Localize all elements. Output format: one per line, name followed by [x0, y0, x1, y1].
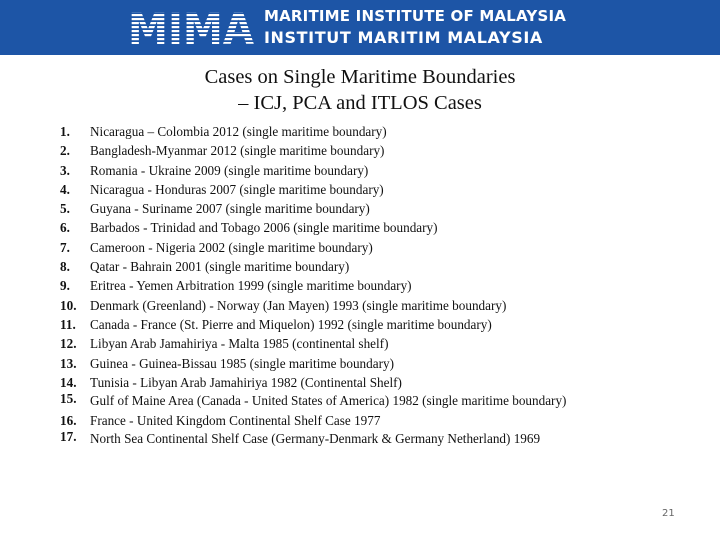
- mima-logo: [128, 6, 254, 48]
- slide-title: [0, 64, 720, 116]
- item-text: Guinea - Guinea-Bissau 1985 (single maritime boundary): [90, 355, 394, 371]
- title-line-2: – ICJ, PCA and ITLOS Cases: [238, 92, 482, 114]
- item-text: Bangladesh-Myanmar 2012 (single maritime boundary): [90, 143, 385, 159]
- item-number: 1.: [60, 124, 70, 139]
- item-number: 13.: [60, 355, 77, 371]
- item-text: North Sea Continental Shelf Case (Germany-Denmark & Germany Netherland) 1969: [90, 431, 541, 447]
- list-item: [58, 122, 658, 141]
- list-item: [58, 392, 658, 411]
- page-number: 21: [662, 508, 675, 519]
- item-number: 2.: [60, 143, 70, 159]
- item-number: 3.: [60, 162, 70, 178]
- item-number: 12.: [60, 336, 77, 352]
- item-number: 8.: [60, 259, 70, 275]
- title-line-1: Cases on Single Maritime Boundaries: [204, 66, 516, 88]
- item-number: 15.: [60, 391, 77, 407]
- item-text: Guyana - Suriname 2007 (single maritime boundary): [90, 201, 370, 217]
- item-text: Barbados - Trinidad and Tobago 2006 (single maritime boundary): [90, 220, 438, 236]
- list-item: [58, 257, 658, 276]
- org-name-english: MARITIME INSTITUTE OF MALAYSIA: [264, 7, 567, 25]
- item-number: 4.: [60, 181, 70, 197]
- item-text: Libyan Arab Jamahiriya - Malta 1985 (continental shelf): [90, 336, 389, 352]
- item-text: Qatar - Bahrain 2001 (single maritime boundary): [90, 259, 350, 275]
- item-text: Nicaragua – Colombia 2012 (single maritime boundary): [90, 124, 387, 139]
- item-text: Canada - France (St. Pierre and Miquelon) 1992 (single maritime boundary): [90, 316, 492, 332]
- item-number: 10.: [60, 297, 77, 313]
- list-item: [58, 161, 658, 180]
- list-item: [58, 334, 658, 353]
- header-banner: [0, 0, 720, 55]
- item-number: 9.: [60, 278, 70, 294]
- item-text: Romania - Ukraine 2009 (single maritime boundary): [90, 162, 369, 178]
- organization-name: [264, 6, 566, 48]
- item-text: Gulf of Maine Area (Canada - United States of America) 1982 (single maritime boundary): [90, 393, 567, 409]
- list-item: [58, 354, 658, 373]
- list-item: [58, 180, 658, 199]
- item-number: 16.: [60, 412, 77, 428]
- item-text: Tunisia - Libyan Arab Jamahiriya 1982 (Continental Shelf): [90, 374, 402, 390]
- case-list: [58, 122, 658, 449]
- item-number: 17.: [60, 429, 77, 445]
- item-number: 11.: [60, 316, 76, 332]
- item-number: 14.: [60, 374, 77, 390]
- list-item: [58, 296, 658, 315]
- list-item: [58, 199, 658, 218]
- item-number: 5.: [60, 201, 70, 217]
- item-text: Denmark (Greenland) - Norway (Jan Mayen) 1993 (single maritime boundary): [90, 297, 507, 313]
- item-text: France - United Kingdom Continental Shelf Case 1977: [90, 412, 381, 428]
- item-number: 6.: [60, 220, 70, 236]
- item-text: Eritrea - Yemen Arbitration 1999 (single maritime boundary): [90, 278, 412, 294]
- list-item: [58, 276, 658, 295]
- org-name-malay: INSTITUT MARITIM MALAYSIA: [264, 28, 543, 47]
- list-item: [58, 411, 658, 430]
- item-text: Nicaragua - Honduras 2007 (single maritime boundary): [90, 181, 384, 197]
- list-item: [58, 238, 658, 257]
- list-item: [58, 373, 658, 392]
- item-text: Cameroon - Nigeria 2002 (single maritime boundary): [90, 239, 373, 255]
- item-number: 7.: [60, 239, 70, 255]
- list-item: [58, 141, 658, 160]
- list-item: [58, 315, 658, 334]
- list-item: [58, 430, 658, 449]
- list-item: [58, 218, 658, 237]
